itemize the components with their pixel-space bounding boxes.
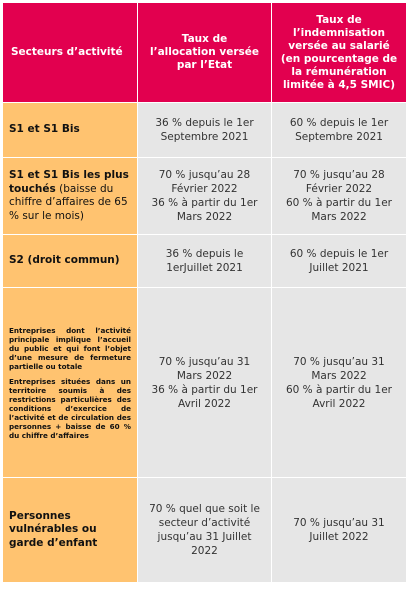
header-indemnisation: Taux de l’indemnisation versée au salarié (en pourcentage de la rémunération limitée à 4,5 SMIC) — [272, 3, 407, 103]
header-allocation: Taux de l’allocation versée par l’Etat — [138, 3, 272, 103]
row-sector — [3, 288, 138, 478]
header-sector: Secteurs d’activité — [3, 3, 138, 103]
row-allocation: 36 % depuis le 1er Septembre 2021 — [138, 103, 272, 158]
allocation-line-1: 70 % jusqu’au 28 Février 2022 — [158, 169, 251, 195]
row-indemnisation: 60 % depuis le 1er Septembre 2021 — [272, 103, 407, 158]
row-indemnisation — [272, 158, 407, 235]
indemnisation-line-1: 70 % jusqu’au 28 Février 2022 — [293, 169, 385, 195]
table-row — [3, 235, 407, 288]
allocation-line-1: 70 % jusqu’au 31 Mars 2022 — [158, 355, 251, 382]
row-indemnisation: 70 % jusqu’au 31 Juillet 2022 — [272, 478, 407, 583]
row-indemnisation — [272, 288, 407, 478]
indemnisation-line-2: 60 % à partir du 1er Mars 2022 — [285, 197, 392, 223]
allocation-line-2: 36 % à partir du 1er Mars 2022 — [151, 197, 258, 223]
indemnisation-line-2: 60 % à partir du 1er Avril 2022 — [285, 383, 392, 410]
row-allocation — [138, 158, 272, 235]
row-sector: Personnes vulnérables ou garde d’enfant — [3, 478, 138, 583]
row-sector-bold: S1 et S1 Bis les plus touchés — [9, 169, 129, 195]
allocation-line-2: 36 % à partir du 1er Avril 2022 — [151, 383, 258, 410]
indemnisation-line-1: 70 % jusqu’au 31 Mars 2022 — [293, 355, 385, 382]
allocation-table — [2, 2, 407, 583]
table-row — [3, 103, 407, 158]
row-indemnisation: 60 % depuis le 1er Juillet 2021 — [272, 235, 407, 288]
table-row — [3, 158, 407, 235]
sector-paragraph-1: Entreprises dont l’activité principale implique l’accueil du public et qui font l’objet d’une mesure de fermeture partielle ou totale — [9, 325, 131, 371]
table-header-row — [3, 3, 407, 103]
sector-paragraph-2: Entreprises situées dans un territoire soumis à des restrictions particulières des conditions d’exercice de l’activité et de circulation des personnes + baisse de 60 % du chiffre d’affaires — [9, 376, 131, 440]
row-sector-detail: (baisse du chiffre d’affaires de 65 % sur le mois) — [9, 182, 128, 222]
row-sector: S1 et S1 Bis — [3, 103, 138, 158]
row-allocation: 36 % depuis le 1erJuillet 2021 — [138, 235, 272, 288]
row-allocation: 70 % quel que soit le secteur d’activité jusqu’au 31 Juillet 2022 — [138, 478, 272, 583]
row-sector — [3, 158, 138, 235]
row-sector: S2 (droit commun) — [3, 235, 138, 288]
table-row — [3, 478, 407, 583]
row-allocation — [138, 288, 272, 478]
table-row — [3, 288, 407, 478]
